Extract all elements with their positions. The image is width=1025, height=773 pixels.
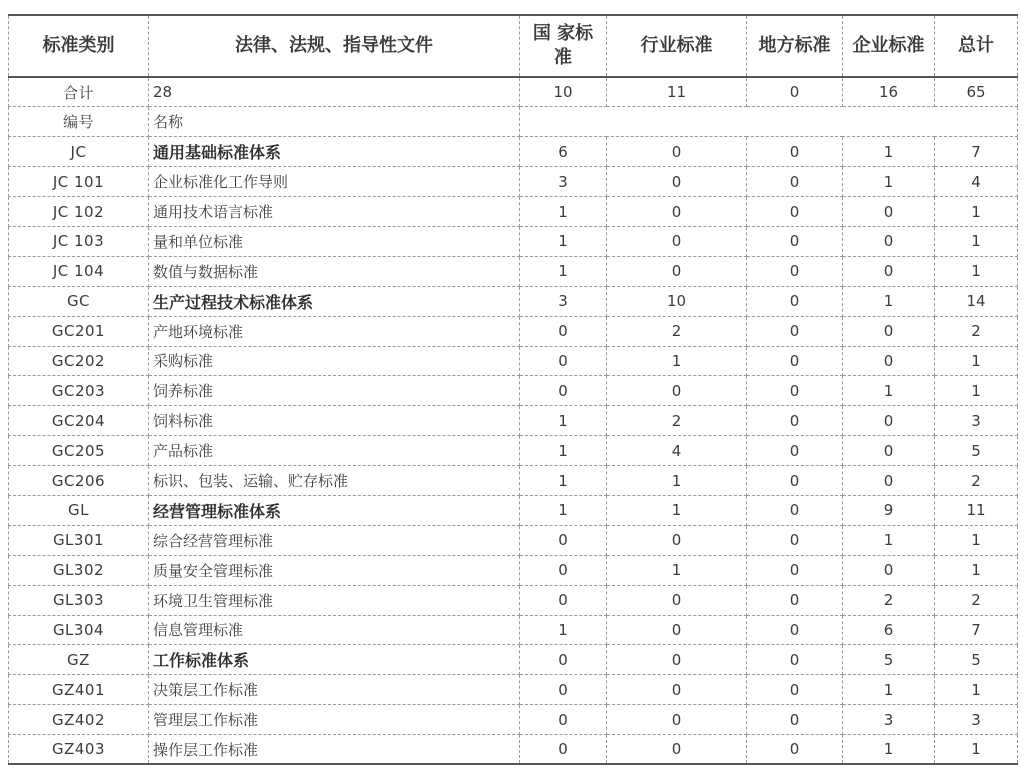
row-enterprise: 1 (843, 137, 935, 167)
row-enterprise: 0 (843, 436, 935, 466)
row-total: 1 (935, 197, 1018, 227)
row-local: 0 (747, 346, 843, 376)
row-industry: 2 (607, 406, 747, 436)
table-row (9, 406, 1018, 436)
row-local: 0 (747, 406, 843, 436)
table-row (9, 525, 1018, 555)
table-header (9, 15, 1018, 77)
header-national: 国 家标准 (520, 15, 607, 77)
table-row (9, 167, 1018, 197)
standards-table-container (8, 14, 1017, 765)
row-industry: 0 (607, 735, 747, 765)
row-name: 决策层工作标准 (149, 675, 520, 705)
subheader-row (9, 107, 1018, 137)
row-industry: 0 (607, 167, 747, 197)
row-name: 产地环境标准 (149, 316, 520, 346)
header-industry: 行业标准 (607, 15, 747, 77)
summary-documents: 28 (149, 77, 520, 107)
row-national: 0 (520, 346, 607, 376)
table-row (9, 675, 1018, 705)
row-enterprise: 3 (843, 705, 935, 735)
row-industry: 0 (607, 615, 747, 645)
row-total: 2 (935, 585, 1018, 615)
row-code: GL302 (9, 555, 149, 585)
table-row (9, 705, 1018, 735)
row-enterprise: 1 (843, 286, 935, 316)
subheader-code: 编号 (9, 107, 149, 137)
row-enterprise: 1 (843, 675, 935, 705)
row-total: 1 (935, 735, 1018, 765)
row-industry: 4 (607, 436, 747, 466)
row-national: 0 (520, 376, 607, 406)
row-industry: 0 (607, 376, 747, 406)
row-enterprise: 0 (843, 316, 935, 346)
row-industry: 0 (607, 197, 747, 227)
row-local: 0 (747, 735, 843, 765)
header-row (9, 15, 1018, 77)
row-enterprise: 9 (843, 495, 935, 525)
row-code: JC 103 (9, 226, 149, 256)
row-enterprise: 5 (843, 645, 935, 675)
row-industry: 0 (607, 645, 747, 675)
row-local: 0 (747, 495, 843, 525)
row-national: 1 (520, 466, 607, 496)
row-total: 7 (935, 137, 1018, 167)
row-name: 数值与数据标准 (149, 256, 520, 286)
row-name: 质量安全管理标准 (149, 555, 520, 585)
row-name: 量和单位标准 (149, 226, 520, 256)
row-name: 饲料标准 (149, 406, 520, 436)
header-local: 地方标准 (747, 15, 843, 77)
table-body (9, 77, 1018, 764)
row-total: 1 (935, 256, 1018, 286)
row-total: 5 (935, 645, 1018, 675)
row-name: 工作标准体系 (149, 645, 520, 675)
subheader-blank (520, 107, 1018, 137)
table-row-group (9, 645, 1018, 675)
row-national: 0 (520, 555, 607, 585)
summary-local: 0 (747, 77, 843, 107)
row-local: 0 (747, 286, 843, 316)
row-national: 0 (520, 585, 607, 615)
row-code: GL303 (9, 585, 149, 615)
row-national: 3 (520, 167, 607, 197)
header-total: 总计 (935, 15, 1018, 77)
row-total: 11 (935, 495, 1018, 525)
row-local: 0 (747, 675, 843, 705)
table-row-group (9, 286, 1018, 316)
table-row (9, 615, 1018, 645)
row-code: GZ402 (9, 705, 149, 735)
row-name: 通用技术语言标准 (149, 197, 520, 227)
row-code: GC202 (9, 346, 149, 376)
row-national: 1 (520, 256, 607, 286)
row-local: 0 (747, 226, 843, 256)
row-code: GC (9, 286, 149, 316)
subheader-name: 名称 (149, 107, 520, 137)
row-total: 5 (935, 436, 1018, 466)
row-national: 1 (520, 406, 607, 436)
row-enterprise: 6 (843, 615, 935, 645)
row-national: 0 (520, 705, 607, 735)
row-national: 0 (520, 645, 607, 675)
table-row (9, 585, 1018, 615)
row-local: 0 (747, 256, 843, 286)
table-row (9, 346, 1018, 376)
row-total: 7 (935, 615, 1018, 645)
row-local: 0 (747, 615, 843, 645)
row-code: JC 104 (9, 256, 149, 286)
row-local: 0 (747, 645, 843, 675)
row-industry: 0 (607, 525, 747, 555)
row-industry: 0 (607, 256, 747, 286)
table-row (9, 466, 1018, 496)
summary-national: 10 (520, 77, 607, 107)
row-code: JC (9, 137, 149, 167)
row-code: GC205 (9, 436, 149, 466)
table-row-group (9, 137, 1018, 167)
row-enterprise: 2 (843, 585, 935, 615)
header-enterprise: 企业标准 (843, 15, 935, 77)
row-industry: 0 (607, 137, 747, 167)
row-industry: 0 (607, 705, 747, 735)
table-row (9, 316, 1018, 346)
row-total: 3 (935, 406, 1018, 436)
table-row (9, 555, 1018, 585)
row-code: GZ401 (9, 675, 149, 705)
row-name: 产品标准 (149, 436, 520, 466)
row-enterprise: 1 (843, 735, 935, 765)
row-total: 3 (935, 705, 1018, 735)
row-code: GZ403 (9, 735, 149, 765)
row-industry: 10 (607, 286, 747, 316)
row-national: 1 (520, 495, 607, 525)
table-row (9, 226, 1018, 256)
row-total: 2 (935, 316, 1018, 346)
header-documents: 法律、法规、指导性文件 (149, 15, 520, 77)
row-national: 1 (520, 615, 607, 645)
row-industry: 0 (607, 226, 747, 256)
row-national: 0 (520, 316, 607, 346)
row-local: 0 (747, 705, 843, 735)
row-name: 企业标准化工作导则 (149, 167, 520, 197)
row-enterprise: 1 (843, 525, 935, 555)
row-national: 1 (520, 436, 607, 466)
row-code: GC203 (9, 376, 149, 406)
header-category: 标准类别 (9, 15, 149, 77)
row-local: 0 (747, 316, 843, 346)
table-row (9, 436, 1018, 466)
table-row-group (9, 495, 1018, 525)
row-enterprise: 1 (843, 167, 935, 197)
row-enterprise: 0 (843, 406, 935, 436)
standards-table (8, 14, 1018, 765)
row-national: 0 (520, 735, 607, 765)
table-row (9, 735, 1018, 765)
row-total: 1 (935, 555, 1018, 585)
row-code: GZ (9, 645, 149, 675)
row-total: 1 (935, 346, 1018, 376)
row-national: 6 (520, 137, 607, 167)
row-enterprise: 0 (843, 555, 935, 585)
row-name: 饲养标准 (149, 376, 520, 406)
row-national: 3 (520, 286, 607, 316)
row-name: 采购标准 (149, 346, 520, 376)
row-total: 1 (935, 525, 1018, 555)
row-total: 1 (935, 675, 1018, 705)
row-local: 0 (747, 167, 843, 197)
row-local: 0 (747, 466, 843, 496)
summary-row (9, 77, 1018, 107)
row-name: 环境卫生管理标准 (149, 585, 520, 615)
table-row (9, 256, 1018, 286)
row-total: 2 (935, 466, 1018, 496)
summary-industry: 11 (607, 77, 747, 107)
row-code: GC201 (9, 316, 149, 346)
summary-enterprise: 16 (843, 77, 935, 107)
row-code: GC206 (9, 466, 149, 496)
row-national: 1 (520, 226, 607, 256)
row-name: 综合经营管理标准 (149, 525, 520, 555)
row-enterprise: 1 (843, 376, 935, 406)
row-enterprise: 0 (843, 466, 935, 496)
row-local: 0 (747, 585, 843, 615)
row-total: 1 (935, 376, 1018, 406)
row-enterprise: 0 (843, 197, 935, 227)
row-local: 0 (747, 555, 843, 585)
row-industry: 0 (607, 585, 747, 615)
row-name: 通用基础标准体系 (149, 137, 520, 167)
table-row (9, 197, 1018, 227)
row-local: 0 (747, 137, 843, 167)
row-national: 0 (520, 675, 607, 705)
row-code: JC 102 (9, 197, 149, 227)
row-enterprise: 0 (843, 226, 935, 256)
summary-label: 合计 (9, 77, 149, 107)
row-enterprise: 0 (843, 256, 935, 286)
row-code: GC204 (9, 406, 149, 436)
row-industry: 1 (607, 466, 747, 496)
row-name: 标识、包装、运输、贮存标准 (149, 466, 520, 496)
row-name: 操作层工作标准 (149, 735, 520, 765)
row-industry: 0 (607, 675, 747, 705)
row-local: 0 (747, 525, 843, 555)
row-industry: 2 (607, 316, 747, 346)
row-national: 1 (520, 197, 607, 227)
row-enterprise: 0 (843, 346, 935, 376)
row-local: 0 (747, 436, 843, 466)
row-code: GL301 (9, 525, 149, 555)
row-name: 生产过程技术标准体系 (149, 286, 520, 316)
row-industry: 1 (607, 495, 747, 525)
row-local: 0 (747, 376, 843, 406)
row-name: 信息管理标准 (149, 615, 520, 645)
row-local: 0 (747, 197, 843, 227)
row-industry: 1 (607, 555, 747, 585)
row-name: 经营管理标准体系 (149, 495, 520, 525)
row-industry: 1 (607, 346, 747, 376)
row-total: 4 (935, 167, 1018, 197)
row-national: 0 (520, 525, 607, 555)
summary-total: 65 (935, 77, 1018, 107)
row-code: GL304 (9, 615, 149, 645)
row-total: 14 (935, 286, 1018, 316)
table-row (9, 376, 1018, 406)
row-code: JC 101 (9, 167, 149, 197)
row-total: 1 (935, 226, 1018, 256)
row-name: 管理层工作标准 (149, 705, 520, 735)
row-code: GL (9, 495, 149, 525)
